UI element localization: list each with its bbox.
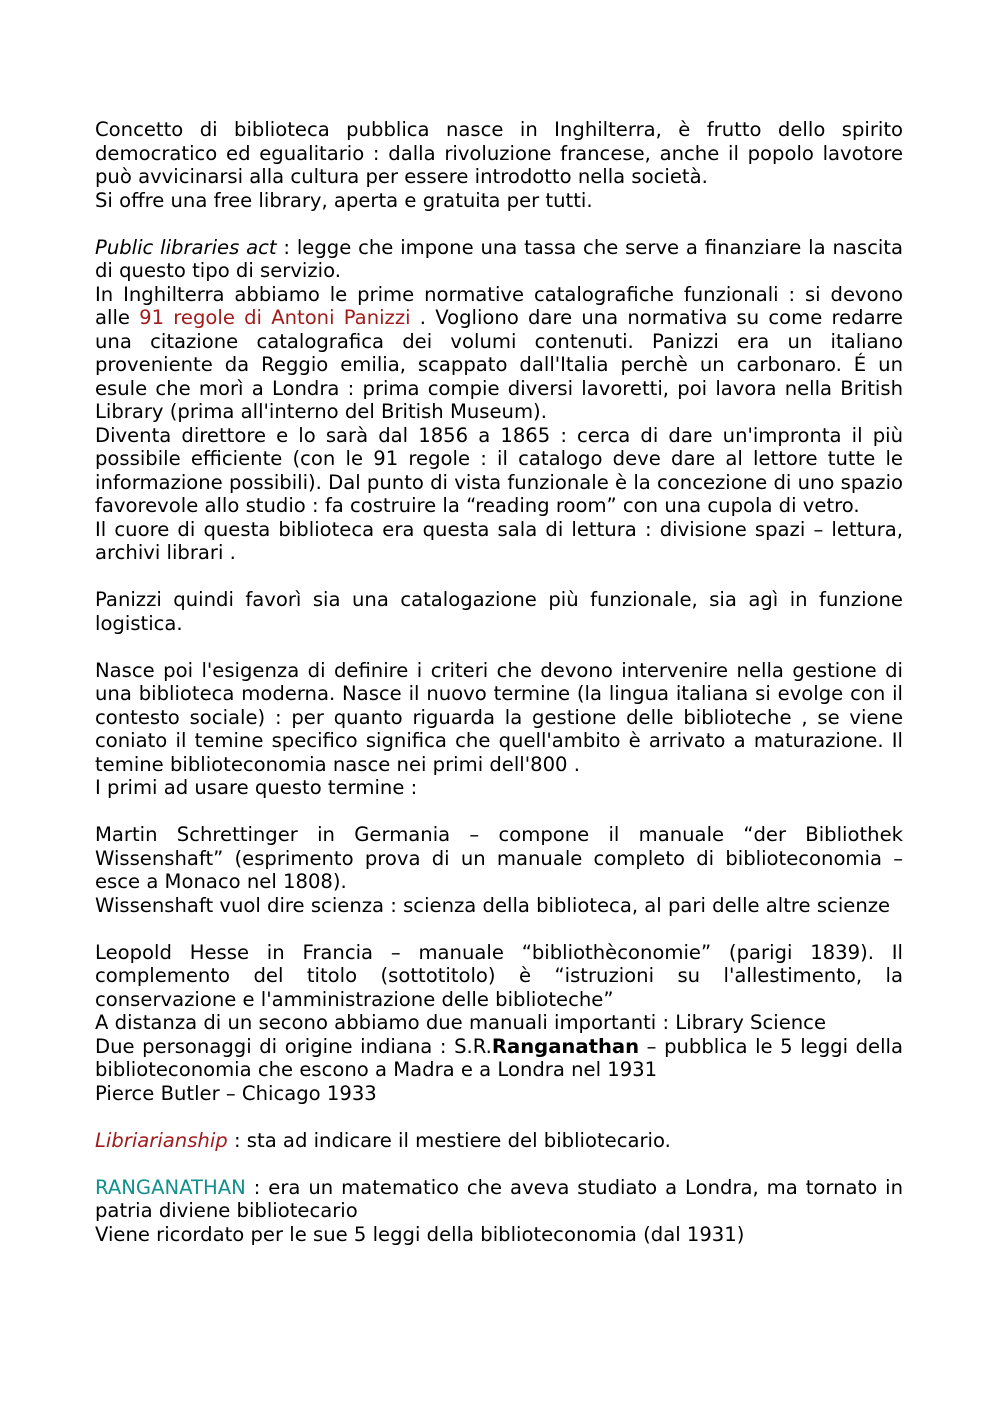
paragraph-text: Pierce Butler – Chicago 1933 xyxy=(95,1081,377,1105)
highlighted-italic-term: Libriarianship xyxy=(95,1128,228,1152)
paragraph-public-library-concept xyxy=(95,118,903,189)
paragraph-text: Wissenshaft vuol dire scienza : scienza della biblioteca, al pari delle altre scienze xyxy=(95,893,891,917)
paragraph-panizzi-director xyxy=(95,424,903,518)
bold-name: Ranganathan xyxy=(491,1034,640,1058)
paragraph-text: I primi ad usare questo termine : xyxy=(95,776,418,799)
paragraph-first-users xyxy=(95,776,903,800)
paragraph-text: : legge che impone una tassa che serve a finanziare la nascita di questo tipo di servizio. xyxy=(95,235,904,282)
paragraph-text: Diventa direttore e lo sarà dal 1856 a 1865 : cerca di dare un'impronta il più possibile efficiente (con le 91 regole : il catalogo deve dare al lettore tutte le informazione possibili). Dal punto di vista funzionale è la concezione di uno spazio favorevole allo studio : fa costruire la “reading room” con una cupola di vetro. xyxy=(95,423,903,517)
paragraph-biblioteconomia-term xyxy=(95,659,903,777)
paragraph-free-library xyxy=(95,189,903,213)
paragraph-text: Leopold Hesse in Francia – manuale “bibliothèconomie” (parigi 1839). Il complemento del titolo (sottotitolo) è “istruzioni su l'allestimento, la conservazione e l'amministrazione delle biblioteche” xyxy=(95,940,903,1011)
blank-line xyxy=(95,800,903,824)
paragraph-schrettinger xyxy=(95,823,903,894)
paragraph-ranganathan-laws xyxy=(95,1035,903,1082)
paragraph-text: Viene ricordato per le sue 5 leggi della biblioteconomia (dal 1931) xyxy=(95,1222,745,1246)
highlighted-term: RANGANATHAN xyxy=(95,1175,246,1199)
paragraph-text: In Inghilterra abbiamo le prime normative catalografiche funzionali : si devono alle xyxy=(95,282,903,329)
paragraph-panizzi-summary xyxy=(95,588,903,635)
paragraph-text: Il cuore di questa biblioteca era questa sala di lettura : divisione spazi – lettura, archivi librari . xyxy=(95,517,903,564)
blank-line xyxy=(95,635,903,659)
paragraph-text: Due personaggi di origine indiana : S.R. xyxy=(95,1034,492,1058)
paragraph-text: Panizzi quindi favorì sia una catalogazione più funzionale, sia agì in funzione logistica. xyxy=(95,588,903,635)
highlighted-term: 91 regole di Antoni Panizzi xyxy=(139,306,411,329)
paragraph-text: Martin Schrettinger in Germania – compone il manuale “der Bibliothek Wissenshaft” (esprimento prova di un manuale completo di biblioteconomia – esce a Monaco nel 1808). xyxy=(95,823,903,893)
paragraph-wissenshaft xyxy=(95,894,903,918)
paragraph-text: Nasce poi l'esigenza di definire i criteri che devono intervenire nella gestione di una biblioteca moderna. Nasce il nuovo termine (la lingua italiana si evolge con il contesto sociale) : per quanto riguarda la gestione delle biblioteche , se viene coniato il temine specifico significa che quell'ambito è arrivato a maturazione. Il temine biblioteconomia nasce nei primi dell'800 . xyxy=(95,658,903,776)
paragraph-ranganathan-remembered xyxy=(95,1223,903,1247)
paragraph-text: . Vogliono dare una normativa su come redarre una citazione catalografica dei volumi contenuti. Panizzi era un italiano proveniente da Reggio emilia, scappato dall'Italia perchè un carbonaro. É un esule che morì a Londra : prima compie diversi lavoretti, poi lavora nella British Library (prima all'interno del British Museum). xyxy=(95,306,903,423)
document-page xyxy=(95,118,903,1246)
blank-line xyxy=(95,917,903,941)
paragraph-public-libraries-act xyxy=(95,236,903,283)
blank-line xyxy=(95,1152,903,1176)
paragraph-text: Si offre una free library, aperta e gratuita per tutti. xyxy=(95,188,593,212)
paragraph-butler xyxy=(95,1082,903,1106)
paragraph-text: Concetto di biblioteca pubblica nasce in Inghilterra, è frutto dello spirito democratico ed egualitario : dalla rivoluzione francese, anche il popolo lavotore può avvicinarsi alla cultura per essere introdotto nella società. xyxy=(95,118,903,188)
paragraph-ranganathan-bio xyxy=(95,1176,903,1223)
blank-line xyxy=(95,565,903,589)
paragraph-panizzi-rules xyxy=(95,283,903,424)
blank-line xyxy=(95,212,903,236)
paragraph-hesse xyxy=(95,941,903,1012)
paragraph-reading-room xyxy=(95,518,903,565)
italic-term: Public libraries act xyxy=(95,235,277,259)
paragraph-librarianship xyxy=(95,1129,903,1153)
paragraph-text: A distanza di un secono abbiamo due manuali importanti : Library Science xyxy=(95,1011,827,1034)
blank-line xyxy=(95,1105,903,1129)
paragraph-text: – pubblica le 5 leggi della biblioteconomia che escono a Madra e a Londra nel 1931 xyxy=(95,1034,904,1081)
paragraph-library-science xyxy=(95,1011,903,1035)
paragraph-text: : sta ad indicare il mestiere del bibliotecario. xyxy=(227,1128,671,1152)
paragraph-text: : era un matematico che aveva studiato a Londra, ma tornato in patria diviene bibliotecario xyxy=(95,1175,903,1222)
